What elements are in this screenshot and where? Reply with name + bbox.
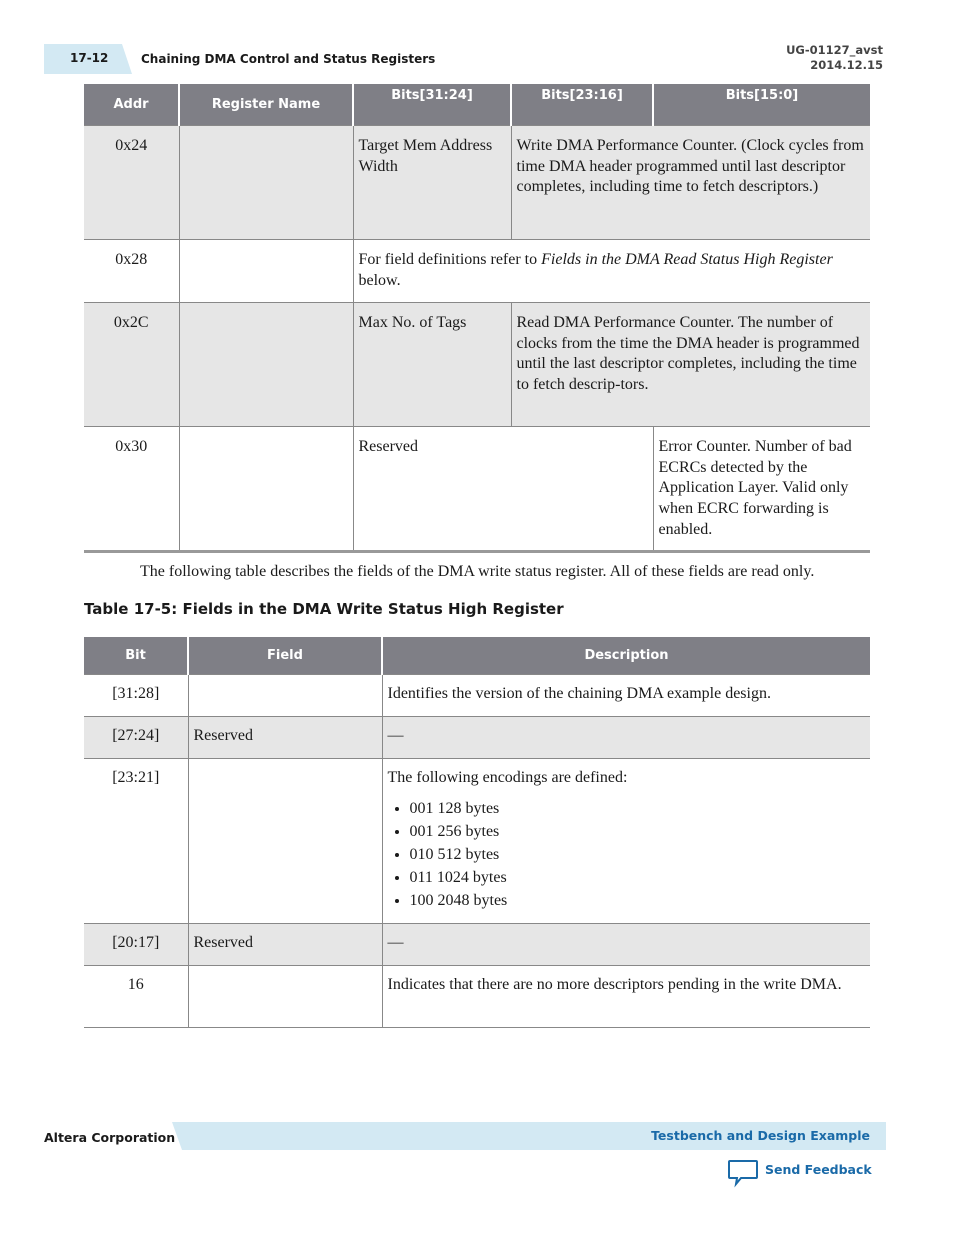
column-header-field: Field xyxy=(188,637,382,675)
section-title: Chaining DMA Control and Status Registers xyxy=(141,52,436,66)
field-cell: Reserved xyxy=(188,717,382,759)
table-row xyxy=(84,675,870,717)
list-item: • 001 128 bytes xyxy=(410,797,866,820)
table-row xyxy=(84,759,870,924)
field-cell xyxy=(188,966,382,1028)
bits-23-0-cell: Read DMA Performance Counter. The number of clocks from the time the DMA header is programmed until the last descriptor completes, including the time to fetch descrip-tors. xyxy=(511,303,870,427)
table-row xyxy=(84,427,870,552)
table-row xyxy=(84,303,870,427)
column-header-bit: Bit xyxy=(84,637,188,675)
document-date: 2014.12.15 xyxy=(810,58,883,72)
encodings-intro: The following encodings are defined: xyxy=(387,769,628,786)
chapter-link[interactable]: Testbench and Design Example xyxy=(651,1128,870,1143)
bit-cell: [20:17] xyxy=(84,924,188,966)
reference-text-end: below. xyxy=(358,271,401,289)
register-name-cell xyxy=(179,303,353,427)
column-header-bits-23-16: Bits[23:16] xyxy=(511,84,653,126)
send-feedback-button[interactable] xyxy=(727,1158,887,1188)
reference-text: For field definitions refer to xyxy=(358,251,542,268)
page-number: 17-12 xyxy=(70,51,109,65)
description-cell: — xyxy=(382,717,870,759)
register-name-cell xyxy=(179,240,353,303)
table-row xyxy=(84,717,870,759)
page-number-tab xyxy=(44,44,132,74)
field-cell: Reserved xyxy=(188,924,382,966)
document-id-block xyxy=(786,43,883,73)
table-row xyxy=(84,240,870,303)
column-header-register-name: Register Name xyxy=(179,84,353,126)
description-cell: Indicates that there are no more descriptors pending in the write DMA. xyxy=(382,966,870,1028)
description-cell: Identifies the version of the chaining DMA example design. xyxy=(382,675,870,717)
bit-cell: 16 xyxy=(84,966,188,1028)
bits-31-24-cell: Target Mem Address Width xyxy=(353,126,511,240)
register-table xyxy=(84,84,870,553)
table-row xyxy=(84,126,870,240)
list-item: • 011 1024 bytes xyxy=(410,866,866,889)
register-table-header xyxy=(84,84,870,126)
list-item: • 001 256 bytes xyxy=(410,820,866,843)
table-row xyxy=(84,924,870,966)
addr-cell: 0x2C xyxy=(84,303,179,427)
document-id: UG-01127_avst xyxy=(786,43,883,57)
reference-link-text: Fields in the DMA Read Status High Register xyxy=(541,251,833,268)
bits-31-24-cell: Max No. of Tags xyxy=(353,303,511,427)
column-header-bits-31-24: Bits[31:24] xyxy=(353,84,511,126)
column-header-bits-15-0: Bits[15:0] xyxy=(653,84,870,126)
description-cell: — xyxy=(382,924,870,966)
speech-bubble-icon xyxy=(727,1158,759,1188)
bit-cell: [31:28] xyxy=(84,675,188,717)
bit-cell: [23:21] xyxy=(84,759,188,924)
field-table xyxy=(84,637,870,1028)
field-cell xyxy=(188,675,382,717)
description-cell xyxy=(382,759,870,924)
encodings-list xyxy=(388,797,866,912)
addr-cell: 0x24 xyxy=(84,126,179,240)
bits-31-16-cell: Reserved xyxy=(353,427,653,552)
field-table-header xyxy=(84,637,870,675)
column-header-addr: Addr xyxy=(84,84,179,126)
register-name-cell xyxy=(179,427,353,552)
send-feedback-label: Send Feedback xyxy=(765,1162,872,1177)
list-item: • 010 512 bytes xyxy=(410,843,866,866)
bits-15-0-cell: Error Counter. Number of bad ECRCs detected by the Application Layer. Valid only when ECRC forwarding is enabled. xyxy=(653,427,870,552)
column-header-description: Description xyxy=(382,637,870,675)
field-reference-cell xyxy=(353,240,870,303)
bit-cell: [27:24] xyxy=(84,717,188,759)
addr-cell: 0x30 xyxy=(84,427,179,552)
field-cell xyxy=(188,759,382,924)
intro-paragraph: The following table describes the fields of the DMA write status register. All of these fields are read only. xyxy=(140,563,815,580)
table-caption: Table 17-5: Fields in the DMA Write Status High Register xyxy=(84,600,564,618)
table-row xyxy=(84,966,870,1028)
bits-23-0-cell: Write DMA Performance Counter. (Clock cycles from time DMA header programmed until last descriptor completes, including time to fetch descriptors.) xyxy=(511,126,870,240)
register-name-cell xyxy=(179,126,353,240)
list-item: • 100 2048 bytes xyxy=(410,889,866,912)
company-name: Altera Corporation xyxy=(44,1130,176,1145)
addr-cell: 0x28 xyxy=(84,240,179,303)
